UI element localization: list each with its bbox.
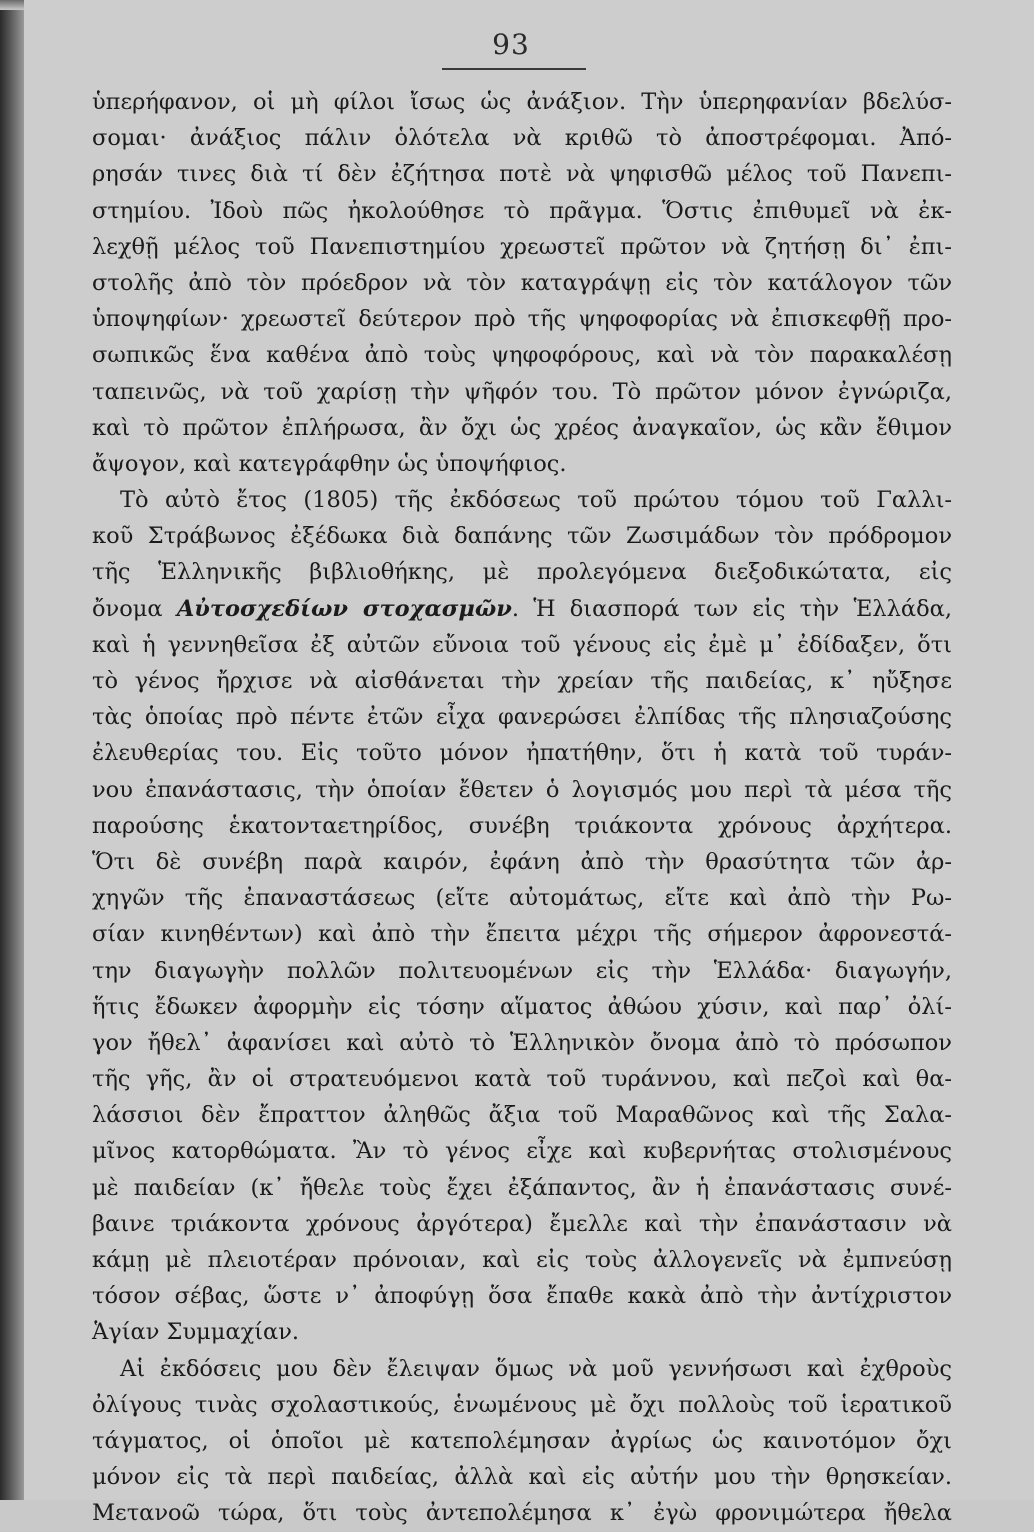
text-line: λεχθῇ μέλος τοῦ Πανεπιστημίου χρεωστεῖ πρῶτον νὰ ζητήσῃ δι᾽ ἐπι- (92, 233, 952, 260)
text-line: μῖνος κατορθώματα. Ἂν τὸ γένος εἶχε καὶ κυβερνήτας στολισμένους (92, 1138, 952, 1165)
text-line: τὰς ὁποίας πρὸ πέντε ἐτῶν εἶχα φανερώσει ἐλπίδας τῆς πλησιαζούσης (92, 704, 952, 731)
text-line: λάσσιοι δὲν ἔπραττον ἀληθῶς ἄξια τοῦ Μαραθῶνος καὶ τῆς Σαλα- (92, 1102, 952, 1129)
text-line: χηγῶν τῆς ἐπαναστάσεως (εἴτε αὐτομάτως, εἴτε καὶ ἀπὸ τὴν Ρω- (92, 885, 952, 912)
text-line: μὲ παιδείαν (κ᾽ ἤθελε τοὺς ἔχει ἐξάπαντος, ἂν ἡ ἐπανάστασις συνέ- (92, 1174, 952, 1201)
text-line: Ἁγίαν Συμμαχίαν. (92, 1319, 300, 1346)
text-line: ρησάν τινες διὰ τί δὲν ἐζήτησα ποτὲ νὰ ψηφισθῶ μέλος τοῦ Πανεπι- (92, 161, 952, 188)
text-line: κάμῃ μὲ πλειοτέραν πρόνοιαν, καὶ εἰς τοὺς ἀλλογενεῖς νὰ ἐμπνεύσῃ (92, 1247, 952, 1273)
text-line: ἐλευθερίας του. Εἰς τοῦτο μόνον ἠπατήθην, ὅτι ἡ κατὰ τοῦ τυράν- (92, 740, 952, 767)
text-line: κοῦ Στράβωνος ἐξέδωκα διὰ δαπάνης τῶν Ζωσιμάδων τὸν πρόδρομον (92, 523, 952, 550)
text-line: βαινε τριάκοντα χρόνους ἀργότερα) ἔμελλε καὶ τὴν ἐπανάστασιν νὰ (92, 1210, 952, 1237)
text-line: Μετανοῶ τώρα, ὅτι τοὺς ἀντεπολέμησα κ᾽ ἐγὼ φρονιμώτερα ἤθελα (92, 1500, 952, 1527)
text-line: νου ἐπανάστασις, τὴν ὁποίαν ἔθετεν ὁ λογισμός μου περὶ τὰ μέσα τῆς (92, 776, 952, 803)
text-line: τόσον σέβας, ὥστε ν᾽ ἀποφύγῃ ὅσα ἔπαθε κακὰ ἀπὸ τὴν ἀντίχριστον (92, 1283, 952, 1310)
text-line: ταπεινῶς, νὰ τοῦ χαρίσῃ τὴν ψῆφόν του. Τὸ πρῶτον μόνον ἐγνώριζα, (92, 378, 952, 405)
text-line: τάγματος, οἱ ὁποῖοι μὲ κατεπολέμησαν ἀγρίως ὡς καινοτόμον ὄχι (92, 1427, 952, 1454)
text-line: γον ἤθελ᾽ ἀφανίσει καὶ αὐτὸ τὸ Ἑλληνικὸν ὄνομα ἀπὸ τὸ πρόσωπον (92, 1029, 952, 1056)
text-line: Τὸ αὐτὸ ἔτος (1805) τῆς ἐκδόσεως τοῦ πρώτου τόμου τοῦ Γαλλι- (120, 487, 952, 514)
text-line (92, 591, 952, 627)
text-line: ὑπερήφανον, οἱ μὴ φίλοι ἴσως ὡς ἀνάξιον. Τὴν ὑπερηφανίαν βδελύσ- (92, 89, 952, 115)
text-segment: . Ἡ διασπορά των εἰς τὴν Ἑλλάδα, (511, 595, 952, 622)
text-line: τὸ γένος ἤρχισε νὰ αἰσθάνεται τὴν χρείαν τῆς παιδείας, κ᾽ ηὔξησε (92, 668, 952, 694)
text-line: Αἱ ἐκδόσεις μου δὲν ἔλειψαν ὅμως νὰ μοῦ γεννήσωσι καὶ ἐχθροὺς (120, 1355, 952, 1382)
text-line: ἄψογον, καὶ κατεγράφθην ὡς ὑποψήφιος. (92, 450, 567, 477)
text-line: τῆς Ἑλληνικῆς βιβλιοθήκης, μὲ προλεγόμενα διεξοδικώτατα, εἰς (92, 559, 952, 586)
text-segment: ὄνομα (92, 595, 177, 622)
body-text (92, 84, 952, 1532)
text-line: μόνον εἰς τὰ περὶ παιδείας, ἀλλὰ καὶ εἰς αὐτήν μου τὴν θρησκείαν. (92, 1464, 952, 1491)
text-line: Ὅτι δὲ συνέβη παρὰ καιρόν, ἐφάνη ἀπὸ τὴν θρασύτητα τῶν ἀρ- (92, 848, 952, 875)
scan-binding-shadow (0, 0, 24, 1500)
text-line: τῆς γῆς, ἂν οἱ στρατευόμενοι κατὰ τοῦ τυράννου, καὶ πεζοὶ καὶ θα- (92, 1066, 952, 1093)
page-number-rule (442, 68, 586, 70)
text-line: καὶ ἡ γεννηθεῖσα ἐξ αὐτῶν εὔνοια τοῦ γένους εἰς ἐμὲ μ᾽ ἐδίδαξεν, ὅτι (92, 631, 952, 658)
book-title-emphasis: Αὐτοσχεδίων στοχασμῶν (176, 595, 512, 622)
text-line: στημίου. Ἰδοὺ πῶς ἠκολούθησε τὸ πρᾶγμα. Ὅστις ἐπιθυμεῖ νὰ ἐκ- (92, 197, 952, 224)
text-line: σωπικῶς ἕνα καθένα ἀπὸ τοὺς ψηφοφόρους, καὶ νὰ τὸν παρακαλέσῃ (92, 342, 952, 369)
book-page (24, 0, 1034, 1527)
text-line: καὶ τὸ πρῶτον ἐπλήρωσα, ἂν ὄχι ὡς χρέος ἀναγκαῖον, ὡς κἂν ἔθιμον (92, 414, 952, 441)
text-line: σομαι· ἀνάξιος πάλιν ὁλότελα νὰ κριθῶ τὸ ἀποστρέφομαι. Ἀπό- (92, 125, 952, 152)
page-number: 93 (492, 28, 530, 61)
text-line: ὀλίγους τινὰς σχολαστικούς, ἑνωμένους μὲ ὄχι πολλοὺς τοῦ ἱερατικοῦ (92, 1391, 952, 1418)
text-line: σίαν κινηθέντων) καὶ ἀπὸ τὴν ἔπειτα μέχρι τῆς σήμερον ἀφρονεστά- (92, 921, 952, 948)
text-line: ἥτις ἔδωκεν ἀφορμὴν εἰς τόσην αἵματος ἀθώου χύσιν, καὶ παρ᾽ ὀλί- (92, 993, 952, 1020)
text-line: στολῆς ἀπὸ τὸν πρόεδρον νὰ τὸν καταγράψῃ εἰς τὸν κατάλογον τῶν (92, 269, 952, 296)
text-line: ὑποψηφίων· χρεωστεῖ δεύτερον πρὸ τῆς ψηφοφορίας νὰ ἐπισκεφθῇ προ- (92, 306, 952, 333)
text-line: την διαγωγὴν πολλῶν πολιτευομένων εἰς τὴν Ἑλλάδα· διαγωγήν, (92, 957, 952, 984)
text-line: παρούσης ἑκατονταετηρίδος, συνέβη τριάκοντα χρόνους ἀρχήτερα. (92, 812, 952, 839)
